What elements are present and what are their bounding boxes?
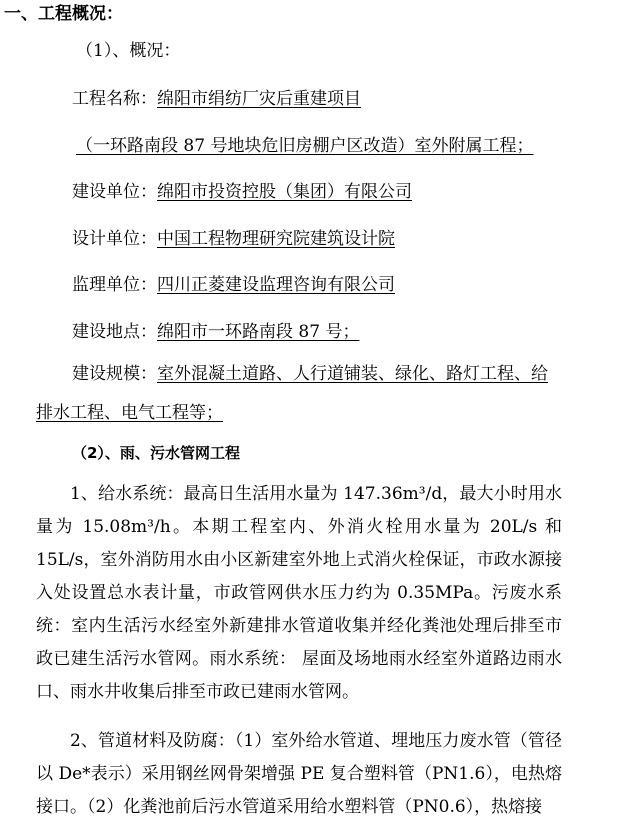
project-name-label: 工程名称： [72, 89, 157, 109]
scale-row [72, 363, 548, 385]
project-name-value: 绵阳市绢纺厂灾后重建项目 [157, 89, 361, 109]
designer-label: 设计单位： [72, 229, 157, 249]
paragraph-pipe-materials: 2、管道材料及防腐：（1）室外给水管道、埋地压力废水管（管径以 De*表示）采用钢丝网骨架增强 PE 复合塑料管（PN1.6），电热熔接口。（2）化粪池前后污水管道采用给水塑料管（PN0.6），热熔接 [36, 731, 562, 817]
supervisor-value: 四川正菱建设监理咨询有限公司 [157, 275, 395, 295]
project-name-row [72, 88, 361, 110]
designer-row [72, 228, 395, 250]
builder-value: 绵阳市投资控股（集团）有限公司 [157, 182, 412, 202]
paragraph-water-system: 1、给水系统：最高日生活用水量为 147.36m³/d，最大小时用水量为 15.08m³/h。本期工程室内、外消火栓用水量为 20L/s 和 15L/s，室外消防用水由小区新建室外地上式消火栓保证，市政水源接入处设置总水表计量，市政管网供水压力约为 0.35MPa。污废水系统：室内生活污水经室外新建排水管道收集并经化粪池处理后排至市政已建生活污水管网。雨水系统： 屋面及场地雨水经室外道路边雨水口、雨水井收集后排至市政已建雨水管网。 [36, 484, 562, 702]
location-value: 绵阳市一环路南段 87 号； [157, 322, 360, 342]
subsection-title: （2）、雨、污水管网工程 [72, 444, 240, 462]
location-row [72, 321, 359, 343]
supervisor-label: 监理单位： [72, 275, 157, 295]
overview-label: （1）、概况： [76, 41, 181, 61]
builder-label: 建设单位： [72, 182, 157, 202]
supervisor-row [72, 274, 395, 296]
scale-value: 室外混凝土道路、人行道铺装、绿化、路灯工程、给 [157, 364, 548, 384]
designer-value: 中国工程物理研究院建筑设计院 [157, 229, 395, 249]
builder-row [72, 181, 412, 203]
project-name-continuation: （一环路南段 87 号地块危旧房棚户区改造）室外附属工程； [76, 136, 534, 156]
scale-continuation: 排水工程、电气工程等； [36, 403, 223, 423]
scale-label: 建设规模： [72, 364, 157, 384]
section-title: 一、工程概况： [4, 4, 123, 24]
location-label: 建设地点： [72, 322, 157, 342]
